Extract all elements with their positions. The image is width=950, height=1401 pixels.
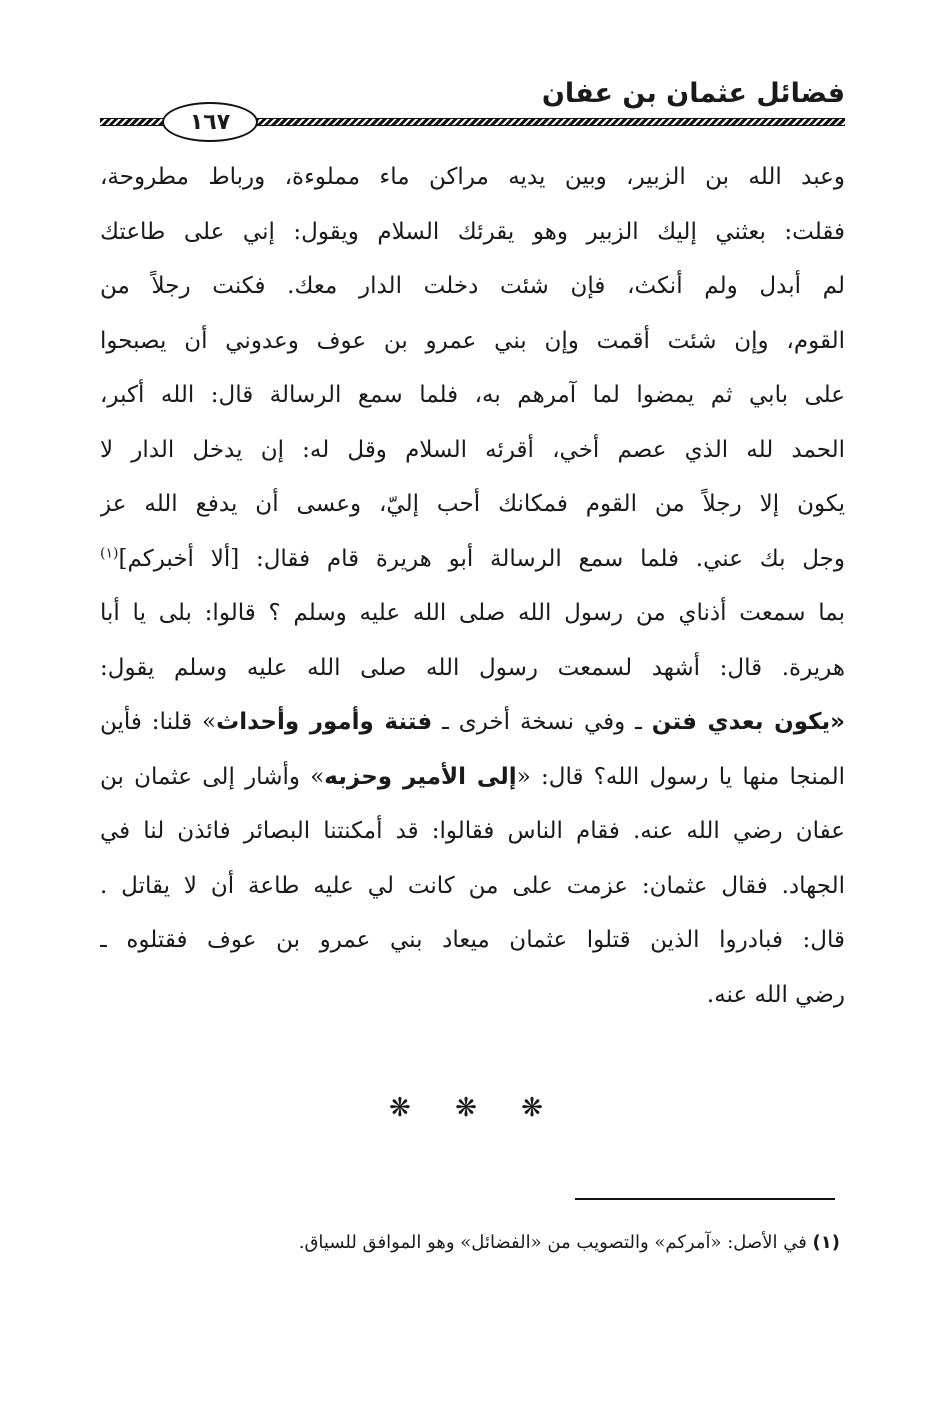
text-line: هريرة. قال: أشهد لسمعت رسول الله صلى الله عليه وسلم يقول: xyxy=(100,654,845,681)
footnote-number: (١) xyxy=(812,1232,840,1253)
text-line xyxy=(100,695,845,750)
body-text xyxy=(100,150,845,1022)
text-line: بما سمعت أذناي من رسول الله صلى الله عليه وسلم ؟ قالوا: بلى يا أبا xyxy=(100,600,845,626)
text-line: الحمد لله الذي عصم أخي، أقرئه السلام وقل له: إن يدخل الدار لا xyxy=(100,436,845,463)
footnote-text: في الأصل: «آمركم» والتصويب من «الفضائل» وهو الموافق للسياق. xyxy=(298,1232,813,1253)
section-separator: ❋ ❋ ❋ xyxy=(389,1093,561,1123)
text-line: الجهاد. فقال عثمان: عزمت على من كانت لي عليه طاعة أن لا يقاتل . xyxy=(100,872,845,899)
text-segment: وجل بك عني. فلما سمع الرسالة أبو هريرة قام فقال: [ألا أخبركم] xyxy=(118,545,845,572)
text-line: يكون إلا رجلاً من القوم فمكانك أحب إليّ، وعسى أن يدفع الله عز xyxy=(100,491,845,517)
text-line: عفان رضي الله عنه. فقام الناس فقالوا: قد أمكنتنا البصائر فائذن لنا في xyxy=(100,818,845,844)
text-line: رضي الله عنه. xyxy=(706,981,845,1008)
text-line xyxy=(100,750,845,805)
text-line: القوم، وإن شئت أقمت وإن بني عمرو بن عوف وعدوني أن يصبحوا xyxy=(100,327,845,354)
text-line: وعبد الله بن الزبير، وبين يديه مراكن ماء مملوءة، ورباط مطروحة، xyxy=(100,164,845,190)
text-segment: المنجا منها يا رسول الله؟ قال: « xyxy=(516,763,845,790)
bold-quote: فتنة وأمور وأحداث xyxy=(216,709,433,735)
footnote-rule xyxy=(575,1198,835,1200)
text-line xyxy=(100,532,845,587)
text-line: لم أبدل ولم أنكث، فإن شئت دخلت الدار معك. فكنت رجلاً من xyxy=(100,273,845,299)
footnote-reference: (١) xyxy=(100,544,119,561)
text-line: فقلت: بعثني إليك الزبير وهو يقرئك السلام ويقول: إني على طاعتك xyxy=(100,218,845,245)
bold-quote: إلى الأمير وحزبه xyxy=(324,763,517,790)
text-segment: » قلنا: فأين xyxy=(100,709,217,735)
text-segment: ـ وفي نسخة أخرى ـ xyxy=(432,709,652,735)
footnote xyxy=(100,1232,840,1253)
text-segment: » وأشار إلى عثمان بن xyxy=(100,763,325,790)
page-header xyxy=(100,72,845,135)
text-line: قال: فبادروا الذين قتلوا عثمان ميعاد بني عمرو بن عوف فقتلوه ـ xyxy=(100,927,845,953)
bold-quote: «يكون بعدي فتن xyxy=(651,709,845,735)
text-line: على بابي ثم يمضوا لما آمرهم به، فلما سمع الرسالة قال: الله أكبر، xyxy=(100,382,845,408)
page-number: ١٦٧ xyxy=(162,102,258,142)
running-title: فضائل عثمان بن عفان xyxy=(541,78,845,109)
